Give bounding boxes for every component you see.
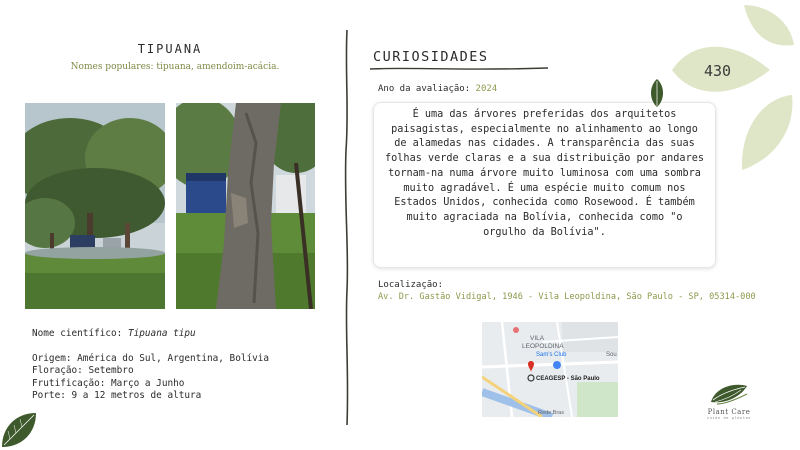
map-district-line1: VILA: [530, 335, 545, 342]
popular-names: Nomes populares: tipuana, amendoim-acácia.: [70, 62, 280, 72]
tree-photo: [25, 103, 165, 309]
trunk-photo: [176, 103, 315, 309]
evaluation-year-value: 2024: [475, 84, 498, 94]
leaf-decoration: [672, 0, 800, 180]
location-label: Localização:: [378, 280, 444, 290]
divider-line: [340, 30, 354, 425]
map-poi-rede: Rede Bras: [538, 410, 564, 416]
map-poi-club: Sam's Club: [536, 352, 567, 358]
logo-leaf-icon: [707, 380, 751, 406]
map-district-line2: LEOPOLDINA: [522, 343, 564, 350]
tree-name: TIPUANA: [137, 42, 203, 56]
evaluation-year: Ano da avaliação: 2024: [378, 84, 498, 94]
description-card: [373, 102, 716, 268]
description-text: É uma das árvores preferidas dos arquitetos paisagistas, especialmente no alinhamento ao longo de alamedas nas cidades. A transparência das suas folhas verde claras e a sua distribuição por andares tornam-na numa árvore muito luminosa com uma sombra muito agradável. É uma espécie muito comum nos Estados Unidos, conhecida como Rosewood. É também muito agraciada na Bolívia, conhecida como "o orgulho da Bolívia".: [385, 109, 704, 238]
size: Porte: 9 a 12 metros de altura: [32, 390, 202, 402]
shop-icon: [553, 361, 561, 369]
scientific-name-value: Tipuana tipu: [127, 328, 196, 339]
map-poi-ceagesp: CEAGESP - São Paulo: [536, 376, 600, 382]
location-map[interactable]: [482, 322, 618, 417]
flowering: Floração: Setembro: [32, 365, 134, 377]
leaf-icon: [648, 78, 666, 108]
tree-number: 430: [704, 62, 732, 80]
location-address: Av. Dr. Gastão Vidigal, 1946 - Vila Leopoldina, São Paulo - SP, 05314-000: [378, 292, 756, 302]
logo-name: Plant Care: [707, 408, 751, 416]
logo-subtitle: cuide de plantas: [706, 416, 752, 420]
title-underline: [370, 66, 548, 72]
fruiting: Frutificação: Março a Junho: [32, 377, 185, 389]
origin: Origem: América do Sul, Argentina, Bolívia: [32, 352, 270, 364]
tree-photo-icon: [25, 103, 165, 309]
trunk-photo-icon: [176, 103, 315, 309]
leaf-icon: [0, 405, 40, 450]
map-poi-sou: Sou: [606, 352, 617, 358]
curiosities-title: CURIOSIDADES: [373, 49, 489, 65]
plant-care-logo: [700, 380, 758, 422]
scientific-name: Nome científico: Tipuana tipu: [32, 328, 196, 339]
tree-facts: [32, 328, 269, 403]
